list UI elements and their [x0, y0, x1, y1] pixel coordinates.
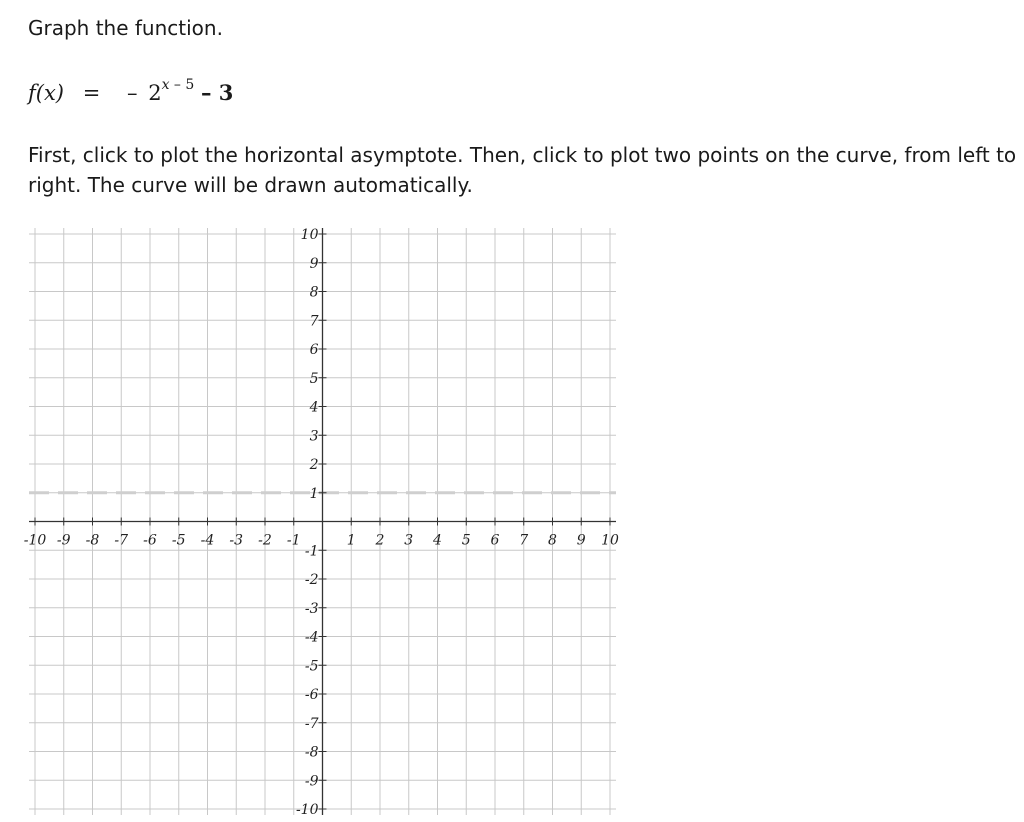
function-formula	[28, 72, 233, 109]
y-tick-label: -1	[304, 543, 319, 560]
y-tick-label: 10	[300, 227, 319, 243]
y-tick-label: 3	[309, 428, 319, 445]
question-prompt: Graph the function.	[28, 16, 223, 40]
x-tick-label: -1	[286, 532, 301, 549]
x-tick-label: -4	[200, 532, 215, 549]
exponent-base: 2	[148, 81, 162, 105]
x-tick-label: 7	[519, 532, 529, 549]
exponent-rest: – 5	[169, 77, 195, 93]
y-tick-label: -6	[304, 687, 319, 703]
y-tick-label: 8	[309, 284, 319, 301]
y-tick-label: 9	[309, 255, 319, 272]
y-tick-label: -9	[304, 773, 319, 790]
y-tick-label: -4	[304, 629, 319, 646]
y-tick-label: -10	[295, 802, 319, 818]
x-tick-label: 10	[601, 532, 619, 549]
equals-sign: =	[82, 81, 101, 105]
x-tick-label: -8	[85, 532, 100, 549]
graphing-canvas[interactable]	[0, 220, 640, 822]
exponent	[162, 77, 195, 93]
y-tick-label: -2	[304, 572, 319, 588]
y-tick-label: -8	[304, 744, 319, 761]
x-tick-label: 2	[375, 532, 385, 549]
instructions-text: First, click to plot the horizontal asymptote. Then, click to plot two points on the curve, from left to right. The curve will be drawn automatically.	[28, 143, 1017, 197]
x-tick-label: -3	[229, 532, 244, 549]
x-tick-label: -7	[114, 532, 129, 549]
x-tick-label: -2	[258, 532, 272, 549]
constant-term: – 3	[200, 80, 234, 105]
y-tick-label: 5	[309, 370, 319, 387]
y-tick-label: -7	[304, 715, 319, 732]
x-tick-label: 1	[346, 532, 356, 549]
y-tick-label: -5	[304, 658, 319, 675]
x-tick-label: 3	[404, 532, 414, 549]
y-tick-label: 1	[309, 485, 319, 502]
function-name: f(x)	[28, 81, 65, 105]
y-tick-label: 4	[309, 399, 319, 416]
x-tick-label: -6	[143, 532, 157, 549]
x-tick-label: 4	[433, 532, 442, 549]
y-tick-label: -3	[304, 600, 319, 617]
y-tick-label: 2	[309, 457, 319, 473]
x-tick-label: -9	[56, 532, 71, 549]
y-tick-label: 6	[309, 342, 319, 358]
x-tick-label: -5	[171, 532, 186, 549]
x-tick-label: 5	[461, 532, 471, 549]
x-tick-label: 6	[490, 532, 500, 549]
x-tick-label: 9	[576, 532, 586, 549]
negative-sign: –	[127, 81, 138, 105]
exponent-variable: x	[161, 77, 170, 93]
x-tick-label: 8	[548, 532, 557, 549]
x-tick-label: -10	[23, 532, 47, 549]
y-tick-label: 7	[309, 313, 319, 330]
